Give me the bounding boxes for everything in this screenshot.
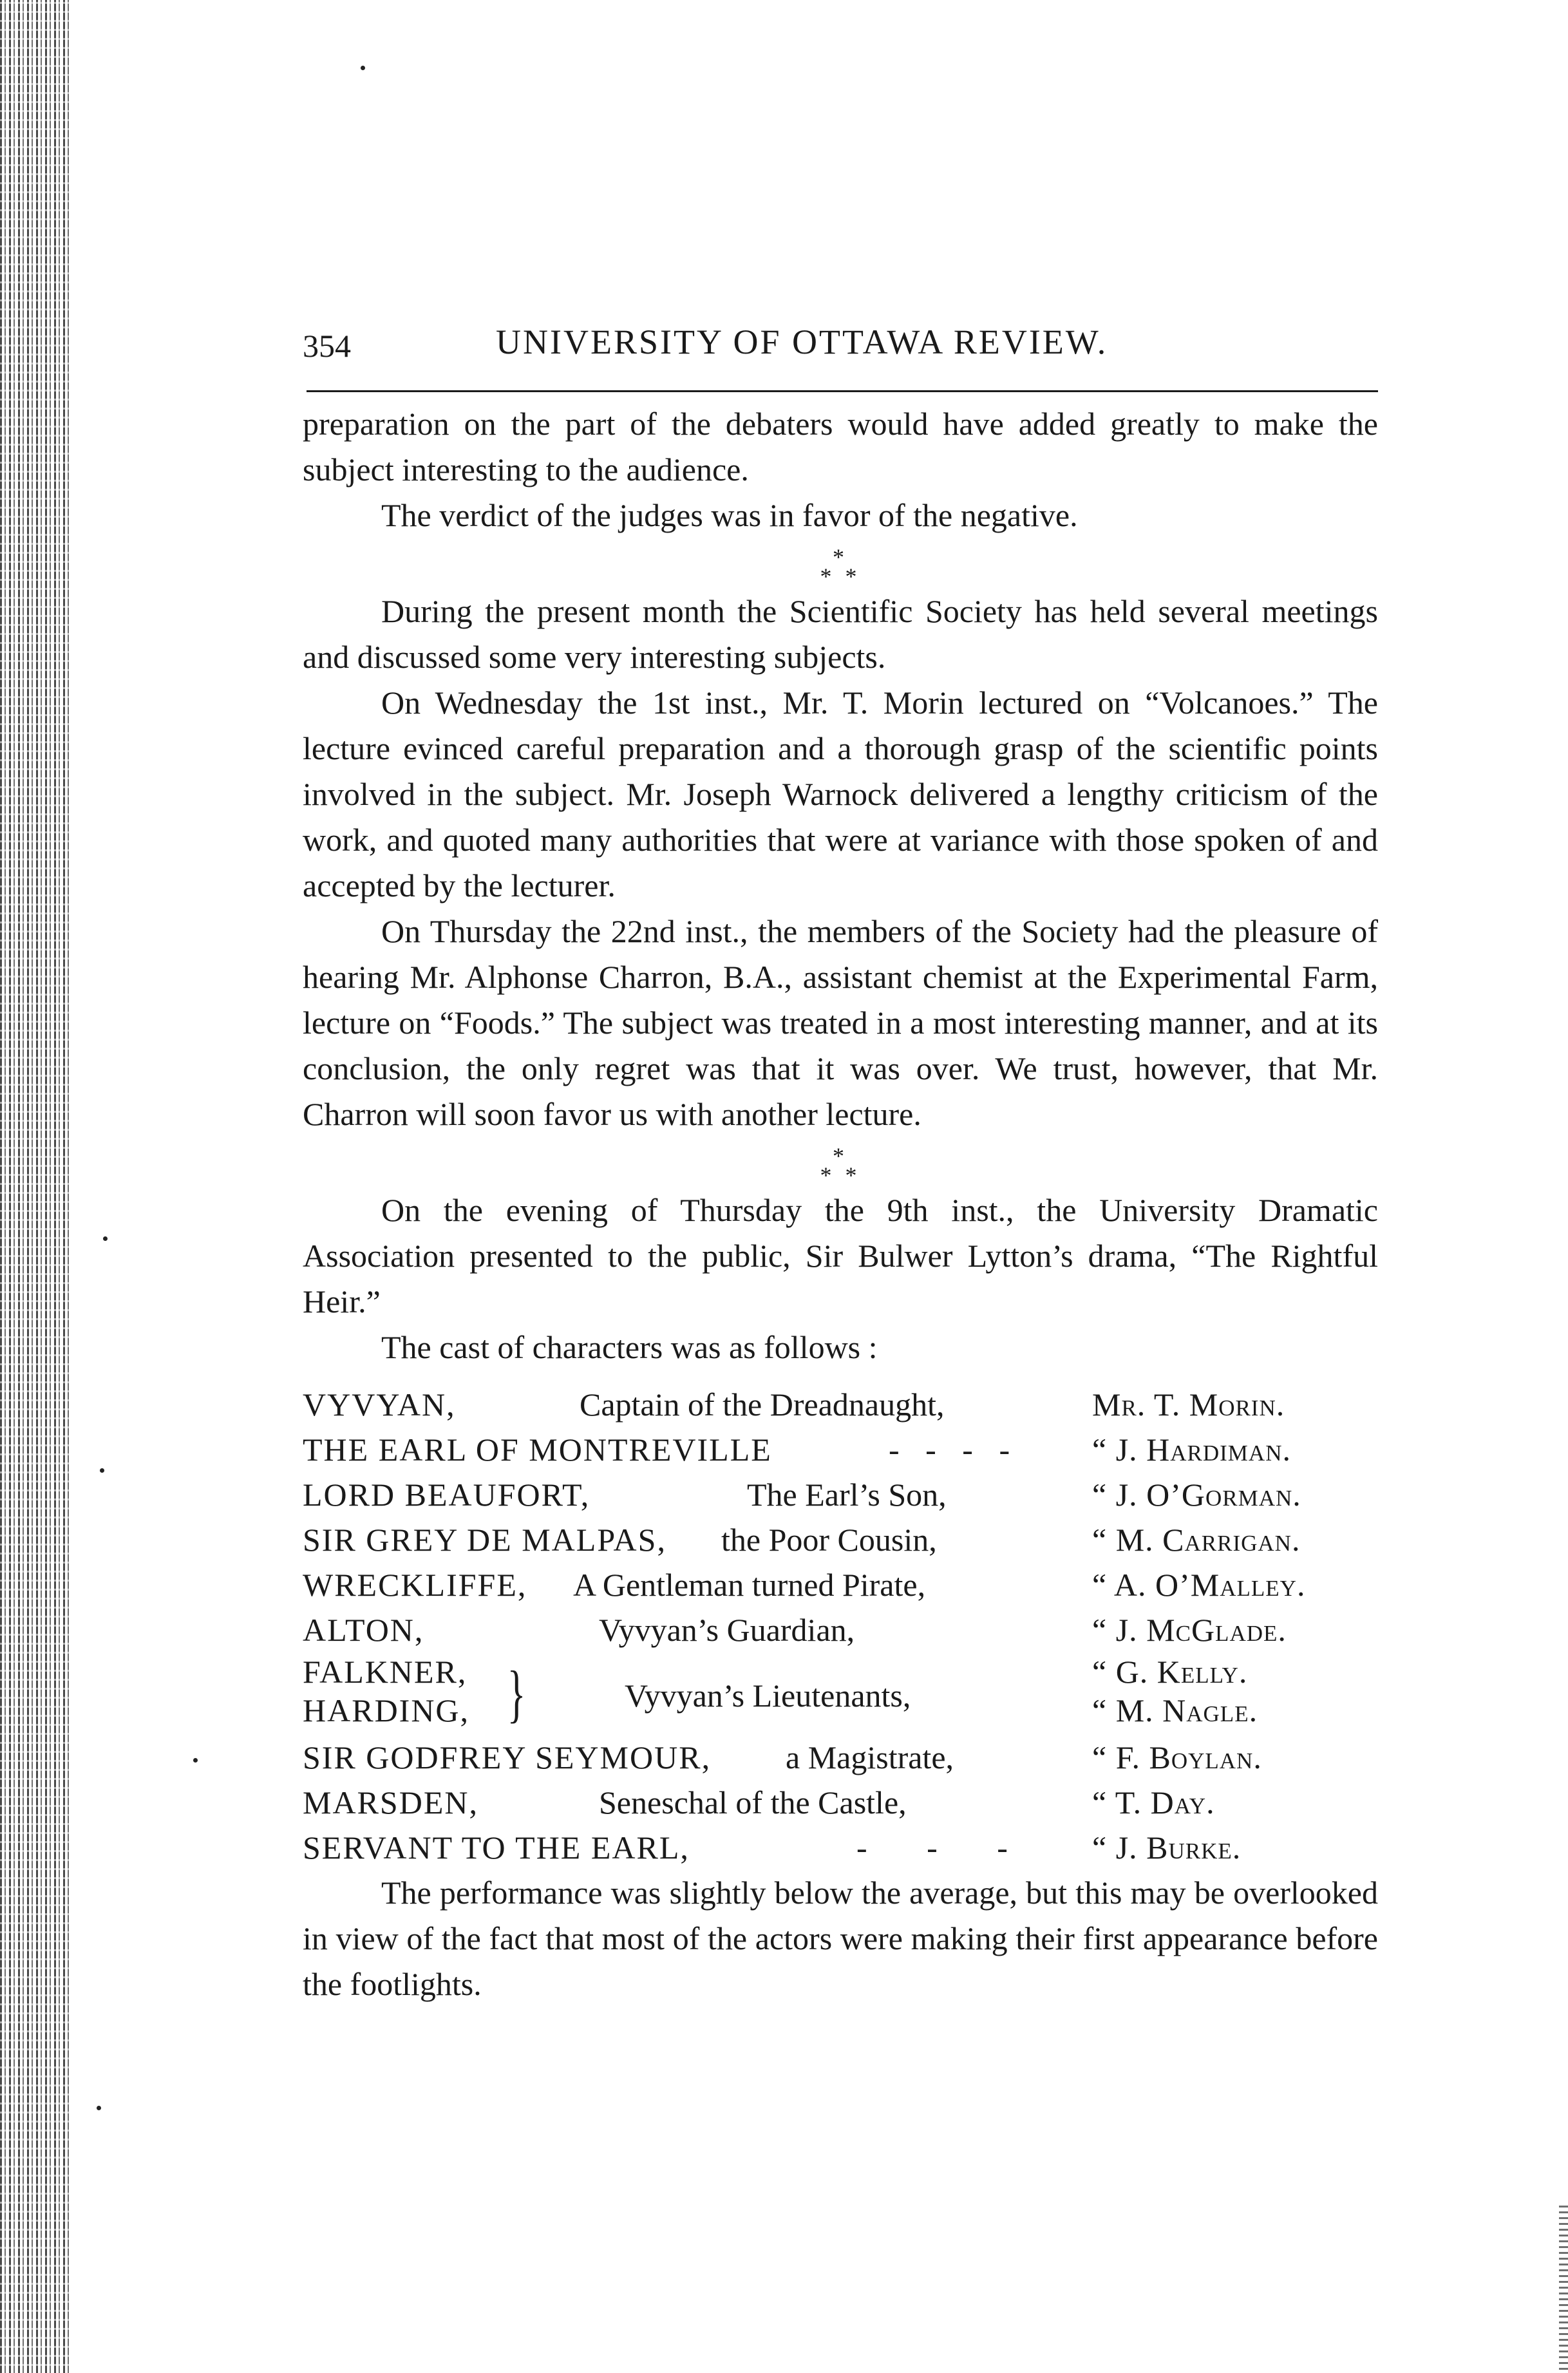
page-number: 354 [303,328,351,364]
section-asterism: * * * [820,544,861,589]
actor-name: “ F. Boylan. [1092,1739,1262,1775]
ink-speck [97,2106,101,2110]
journal-title: UNIVERSITY OF OTTAWA REVIEW. [496,323,1108,361]
cast-row [303,1780,1378,1825]
ink-speck [193,1758,198,1763]
character-name: HARDING, [303,1692,470,1728]
cast-list [303,1382,1378,1870]
character-role: The Earl’s Son, [747,1477,947,1513]
character-name: MARSDEN, [303,1784,478,1820]
section-asterism: * * * [820,1143,861,1188]
cast-row [303,1427,1378,1472]
character-name: SERVANT TO THE EARL, [303,1829,690,1866]
paragraph-continuation: preparation on the part of the debaters would have added greatly to make the subject interesting to the audience. [303,406,1378,487]
character-role: Captain of the Dreadnaught, [580,1386,945,1423]
cast-row [303,1607,1378,1652]
cast-row [303,1735,1378,1780]
actor-name: “ J. O’Gorman. [1092,1477,1301,1513]
book-page [303,322,1378,2007]
actor-name: “ A. O’Malley. [1092,1567,1306,1603]
page-binding-edge [0,0,71,2373]
paragraph-foods: On Thursday the 22nd inst., the members of the Society had the pleasure of hearing Mr. Alphonse Charron, B.A., assistant chemist at the Experimental Farm, lecture on “Foods.” The subject was treated in a most interesting manner, and at its conclusion, the only regret was that it was over. We trust, however, that Mr. Charron will soon favor us with another lecture. [303,913,1378,1132]
character-name: LORD BEAUFORT, [303,1477,590,1513]
character-name: WRECKLIFFE, [303,1567,527,1603]
character-role: A Gentleman turned Pirate, [573,1567,926,1603]
actor-name: “ J. Hardiman. [1092,1432,1291,1468]
paragraph-volcanoes: On Wednesday the 1st inst., Mr. T. Morin lectured on “Volcanoes.” The lecture evinced careful preparation and a thorough grasp of the scientific points involved in the subject. Mr. Joseph Warnock delivered a lengthy criticism of the work, and quoted many authorities that were at variance with those spoken of and accepted by the lecturer. [303,685,1378,903]
ink-speck [361,66,365,70]
character-name: SIR GODFREY SEYMOUR, [303,1739,712,1775]
article-body [303,401,1378,2007]
ink-speck [100,1468,104,1473]
paragraph-scientific-society: During the present month the Scientific Society has held several meetings and discussed some very interesting subjects. [303,593,1378,675]
actor-name: “ G. Kelly. [1092,1654,1248,1690]
actor-name: Mr. T. Morin. [1092,1386,1285,1423]
header-rule [307,390,1378,392]
cast-row [303,1825,1378,1870]
actor-name: “ J. Burke. [1092,1829,1242,1866]
paragraph-performance: The performance was slightly below the average, but this may be overlooked in view of the fact that most of the actors were making their first appearance before the footlights. [303,1875,1378,2002]
character-role: Vyvyan’s Guardian, [599,1612,855,1648]
cast-row [303,1382,1378,1427]
cast-row-group [303,1652,1378,1735]
character-role: a Magistrate, [786,1739,954,1775]
character-role: - - - [856,1829,1034,1866]
actor-name: “ M. Carrigan. [1092,1522,1301,1558]
cast-row [303,1517,1378,1562]
paragraph-cast-intro: The cast of characters was as follows : [381,1329,878,1365]
brace-glyph: } [507,1658,526,1729]
character-name: VYVYAN, [303,1386,456,1423]
character-role: - - - - [889,1432,1019,1468]
paragraph-dramatic-association: On the evening of Thursday the 9th inst., the University Dramatic Association presented to the public, Sir Bulwer Lytton’s drama, “The Rightful Heir.” [303,1192,1378,1319]
character-role: Seneschal of the Castle, [599,1784,907,1820]
actor-name: “ J. McGlade. [1092,1612,1287,1648]
running-head [303,322,1378,367]
actor-name: “ T. Day. [1092,1784,1215,1820]
ink-speck [103,1236,108,1241]
scan-edge-noise [1559,2202,1568,2370]
cast-row [303,1562,1378,1607]
character-name: THE EARL OF MONTREVILLE [303,1432,772,1468]
character-name: ALTON, [303,1612,424,1648]
character-name: SIR GREY DE MALPAS, [303,1522,666,1558]
actor-name: “ M. Nagle. [1092,1692,1258,1728]
cast-row [303,1472,1378,1517]
character-role: Vyvyan’s Lieutenants, [625,1678,911,1714]
paragraph-verdict: The verdict of the judges was in favor of the negative. [381,497,1078,533]
character-role: the Poor Cousin, [721,1522,937,1558]
character-name: FALKNER, [303,1654,468,1690]
